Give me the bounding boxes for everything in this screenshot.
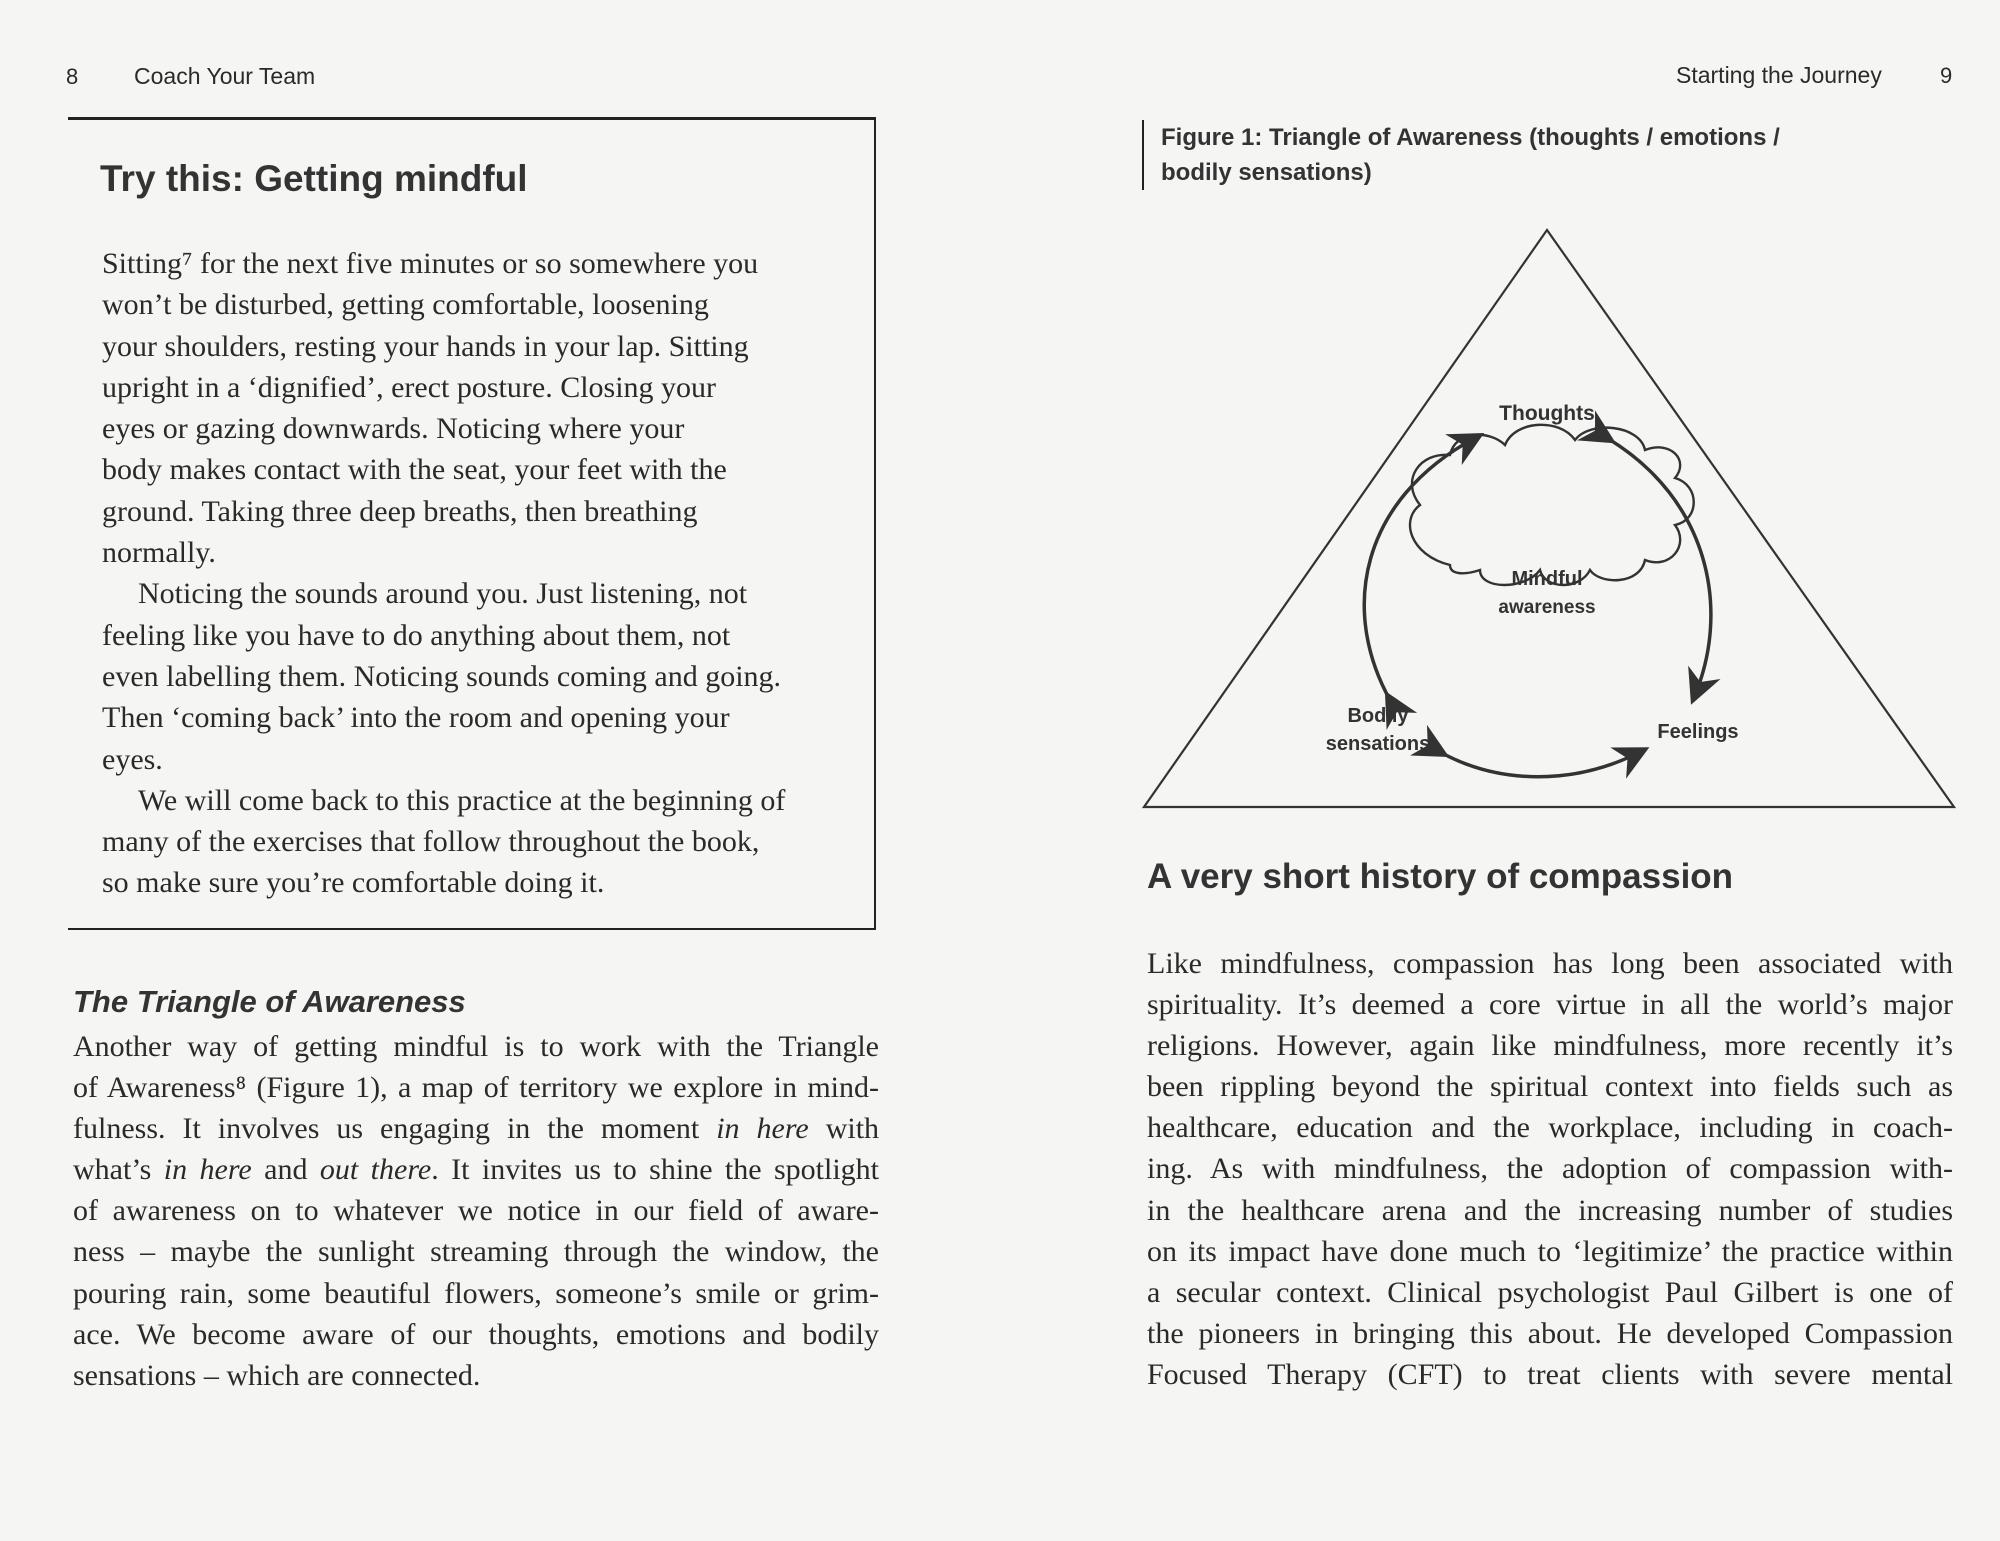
triangle-outline bbox=[1144, 230, 1954, 807]
box-line: won’t be disturbed, getting comfortable, loosening bbox=[102, 288, 709, 322]
body-line: sensations – which are connected. bbox=[73, 1358, 481, 1392]
right-body-text bbox=[1147, 943, 1953, 1395]
box-line: We will come back to this practice at the beginning of bbox=[138, 783, 786, 817]
italic-run: in here bbox=[716, 1112, 809, 1146]
body-line: been rippling beyond the spiritual context into fields such as bbox=[1147, 1070, 1953, 1104]
label-feelings: Feelings bbox=[1657, 721, 1739, 743]
body-line: Like mindfulness, compassion has long been associated with bbox=[1147, 947, 1953, 980]
box-paragraph-1 bbox=[102, 243, 862, 573]
box-text bbox=[102, 243, 862, 904]
body-line bbox=[73, 1108, 879, 1149]
left-running-head: Coach Your Team bbox=[134, 63, 316, 89]
body-line: a secular context. Clinical psychologist Paul Gilbert is one of bbox=[1147, 1275, 1953, 1309]
box-line: upright in a ‘dignified’, erect posture. Closing your bbox=[102, 370, 717, 404]
arrow-bodily-to-feelings bbox=[1440, 752, 1640, 777]
body-line: ing. As with mindfulness, the adoption of compassion with- bbox=[1147, 1152, 1953, 1186]
right-page-number: 9 bbox=[1940, 63, 1953, 88]
italic-run: out there bbox=[319, 1153, 432, 1187]
box-paragraph-2 bbox=[102, 573, 862, 779]
box-line: eyes or gazing downwards. Noticing where your bbox=[102, 412, 685, 446]
box-line: normally. bbox=[102, 536, 216, 570]
body-line: healthcare, education and the workplace, including in coach- bbox=[1147, 1111, 1953, 1145]
box-line: your shoulders, resting your hands in your lap. Sitting bbox=[102, 329, 749, 363]
box-line: Noticing the sounds around you. Just listening, not bbox=[138, 577, 748, 611]
box-line: ground. Taking three deep breaths, then breathing bbox=[102, 494, 698, 528]
triangle-of-awareness-diagram bbox=[1130, 220, 1960, 820]
italic-run: in here bbox=[163, 1153, 252, 1187]
body-line: of Awareness⁸ (Figure 1), a map of territory we explore in mind- bbox=[73, 1071, 879, 1105]
box-line: so make sure you’re comfortable doing it. bbox=[102, 866, 605, 900]
body-line: of awareness on to whatever we notice in our field of aware- bbox=[73, 1194, 879, 1228]
body-line: Another way of getting mindful is to work with the Triangle bbox=[73, 1030, 879, 1063]
caption-line-2: bodily sensations) bbox=[1161, 159, 1372, 186]
label-mindful: Mindful bbox=[1511, 568, 1583, 590]
box-line: body makes contact with the seat, your feet with the bbox=[102, 453, 727, 487]
section-heading-triangle: The Triangle of Awareness bbox=[73, 984, 466, 1019]
box-line: eyes. bbox=[102, 742, 163, 776]
right-running-head: Starting the Journey bbox=[1676, 62, 1882, 88]
caption-line-1: Figure 1: Triangle of Awareness (thoughts / emotions / bbox=[1161, 124, 1780, 151]
arrow-thoughts-to-feelings bbox=[1607, 438, 1711, 695]
try-this-box bbox=[68, 117, 876, 930]
text-run: fulness. It involves us engaging in the moment bbox=[73, 1112, 700, 1146]
text-run: . It invites us to shine the spotlight bbox=[431, 1153, 880, 1187]
body-line bbox=[73, 1149, 879, 1190]
label-awareness: awareness bbox=[1498, 597, 1596, 618]
box-line: even labelling them. Noticing sounds coming and going. bbox=[102, 659, 782, 693]
body-line: religions. However, again like mindfulness, more recently it’s bbox=[1147, 1029, 1953, 1063]
text-run: with bbox=[825, 1112, 880, 1146]
box-line: Then ‘coming back’ into the room and opening your bbox=[102, 701, 730, 735]
box-paragraph-3 bbox=[102, 780, 862, 904]
cloud-icon bbox=[1410, 425, 1694, 585]
body-line: on its impact have done much to ‘legitimize’ the practice within bbox=[1147, 1234, 1953, 1268]
body-line: ace. We become aware of our thoughts, emotions and bodily bbox=[73, 1317, 879, 1351]
body-line: pouring rain, some beautiful flowers, someone’s smile or grim- bbox=[73, 1276, 879, 1310]
body-line: Focused Therapy (CFT) to treat clients with severe mental bbox=[1147, 1357, 1953, 1391]
left-page-number: 8 bbox=[66, 64, 79, 89]
section-heading-compassion: A very short history of compassion bbox=[1147, 857, 1734, 896]
label-bodily: Bodily bbox=[1347, 705, 1409, 727]
text-run: and bbox=[264, 1153, 308, 1187]
text-run: what’s bbox=[73, 1153, 152, 1187]
body-line: spirituality. It’s deemed a core virtue in all the world’s major bbox=[1147, 988, 1953, 1022]
box-line: feeling like you have to do anything about them, not bbox=[102, 618, 731, 652]
box-line: Sitting⁷ for the next five minutes or so somewhere you bbox=[102, 247, 759, 280]
body-line: in the healthcare arena and the increasing number of studies bbox=[1147, 1193, 1953, 1227]
body-line: ness – maybe the sunlight streaming through the window, the bbox=[73, 1235, 879, 1269]
box-title: Try this: Getting mindful bbox=[100, 158, 528, 199]
label-sensations: sensations bbox=[1325, 733, 1431, 755]
label-thoughts: Thoughts bbox=[1499, 402, 1595, 425]
box-line: many of the exercises that follow throughout the book, bbox=[102, 825, 760, 859]
body-line: the pioneers in bringing this about. He developed Compassion bbox=[1147, 1316, 1953, 1350]
arrow-bodily-to-thoughts bbox=[1364, 438, 1475, 700]
figure-caption bbox=[1142, 120, 1801, 190]
left-body-text bbox=[73, 1026, 879, 1396]
